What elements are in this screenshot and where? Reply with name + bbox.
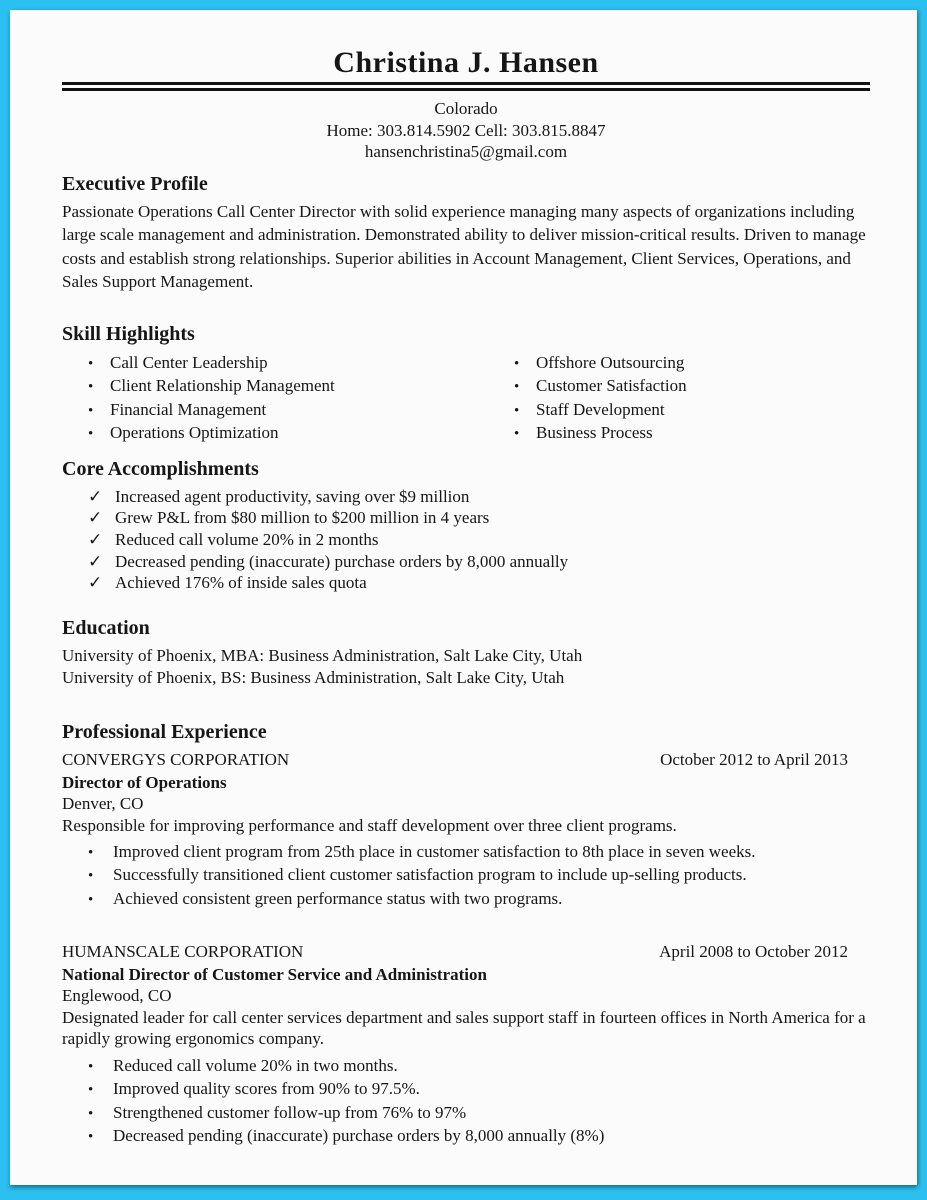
checkmark-icon: ✓ [88, 529, 103, 549]
job-bullet-item [88, 1055, 870, 1078]
skill-label: Call Center Leadership [110, 352, 268, 372]
bullet-icon: • [514, 426, 520, 442]
job-title: Director of Operations [62, 772, 227, 792]
accomplishment-text: Grew P&L from $80 million to $200 million in 4 years [115, 508, 490, 528]
executive-profile-text: Passionate Operations Call Center Director with solid experience managing many aspects of organizations including large scale management and administration. Demonstrated ability to deliver mission-critical results. Driven to manage costs and establish strong relationships. Superior abilities in Account Management, Client Services, Operations, and Sales Support Management. [62, 201, 866, 291]
accomplishment-text: Achieved 176% of inside sales quota [115, 573, 367, 593]
job-bullet-text: Successfully transitioned client customer satisfaction program to include up-selling products. [113, 865, 747, 885]
section-education [62, 616, 870, 688]
accomplishment-text: Increased agent productivity, saving over $9 million [115, 486, 470, 506]
skill-label: Operations Optimization [110, 423, 279, 442]
bullet-icon: • [88, 868, 94, 885]
bullet-icon: • [88, 1105, 94, 1122]
skill-highlights-heading: Skill Highlights [62, 322, 195, 345]
skill-item [514, 399, 687, 423]
skill-label: Customer Satisfaction [536, 376, 687, 395]
skill-label: Business Process [536, 423, 653, 442]
job-bullet-item [88, 1078, 870, 1101]
skill-item [88, 399, 514, 423]
job-bullet-text: Achieved consistent green performance status with two programs. [113, 888, 563, 908]
job-dates: April 2008 to October 2012 [659, 942, 848, 962]
header-double-rule [62, 82, 870, 91]
section-core-accomplishments [62, 457, 870, 595]
job-bullet-item [88, 1102, 870, 1125]
job-bullet-item [88, 1125, 870, 1148]
skill-item [514, 422, 687, 446]
checkmark-icon: ✓ [88, 573, 103, 593]
bullet-icon: • [88, 891, 94, 908]
accomplishment-text: Decreased pending (inaccurate) purchase orders by 8,000 annually [115, 551, 569, 571]
company-name: CONVERGYS CORPORATION [62, 750, 290, 770]
job-bullet-item [88, 841, 870, 864]
job-header-row [62, 941, 870, 963]
email-line: hansenchristina5@gmail.com [364, 142, 568, 161]
bullet-icon: • [88, 1082, 94, 1099]
skill-item [514, 352, 687, 376]
professional-experience-heading: Professional Experience [62, 721, 267, 744]
bullet-icon: • [88, 845, 94, 862]
job-bullet-list [62, 1055, 870, 1149]
job-title: National Director of Customer Service and Administration [62, 964, 487, 984]
job-dates: October 2012 to April 2013 [660, 750, 848, 770]
job-bullet-text: Improved client program from 25th place in customer satisfaction to 8th place in seven weeks. [113, 842, 756, 862]
job-summary: Responsible for improving performance and staff development over three client programs. [62, 815, 677, 835]
resume-header [62, 45, 870, 163]
education-item: University of Phoenix, BS: Business Administration, Salt Lake City, Utah [62, 667, 565, 687]
job-header-row [62, 749, 870, 771]
skill-label: Offshore Outsourcing [536, 352, 685, 372]
skills-columns [62, 352, 870, 446]
job-bullet-text: Decreased pending (inaccurate) purchase orders by 8,000 annually (8%) [113, 1125, 605, 1145]
skill-item [88, 375, 514, 399]
resume-page [10, 10, 917, 1185]
bullet-icon: • [514, 379, 520, 395]
section-executive-profile [62, 172, 870, 294]
executive-profile-heading: Executive Profile [62, 172, 208, 195]
skills-column-right [514, 352, 687, 446]
bullet-icon: • [88, 1058, 94, 1075]
bullet-icon: • [88, 402, 94, 419]
section-professional-experience [62, 720, 870, 1148]
section-skill-highlights [62, 322, 870, 446]
core-accomplishments-heading: Core Accomplishments [62, 457, 259, 480]
accomplishment-item [88, 551, 870, 573]
job-entry-convergys [62, 749, 870, 911]
job-bullet-list [62, 841, 870, 911]
accomplishment-item [88, 486, 870, 508]
job-summary: Designated leader for call center services department and sales support staff in fourteen offices in North America for a rapidly growing ergonomics company. [62, 1007, 866, 1049]
skill-item [88, 352, 514, 376]
job-location: Englewood, CO [62, 986, 172, 1006]
skill-label: Client Relationship Management [110, 376, 335, 395]
education-item: University of Phoenix, MBA: Business Administration, Salt Lake City, Utah [62, 646, 583, 666]
job-bullet-item [88, 888, 870, 911]
bullet-icon: • [88, 379, 94, 395]
job-bullet-text: Improved quality scores from 90% to 97.5%. [113, 1079, 420, 1099]
accomplishment-item [88, 507, 870, 529]
company-name: HUMANSCALE CORPORATION [62, 942, 304, 962]
accomplishment-text: Reduced call volume 20% in 2 months [115, 529, 379, 549]
job-bullet-text: Strengthened customer follow-up from 76% to 97% [113, 1102, 467, 1122]
checkmark-icon: ✓ [88, 551, 103, 571]
phone-line: Home: 303.814.5902 Cell: 303.815.8847 [326, 120, 606, 140]
skill-item [514, 375, 687, 399]
education-heading: Education [62, 617, 150, 640]
job-entry-humanscale [62, 941, 870, 1148]
skill-item [88, 422, 514, 446]
job-bullet-item [88, 864, 870, 887]
checkmark-icon: ✓ [88, 486, 103, 506]
accomplishments-list [62, 486, 870, 595]
bullet-icon: • [88, 426, 94, 442]
skill-label: Financial Management [110, 399, 267, 419]
bullet-icon: • [88, 1128, 94, 1145]
bullet-icon: • [514, 355, 520, 372]
job-location: Denver, CO [62, 794, 144, 814]
skill-label: Staff Development [536, 399, 665, 419]
bullet-icon: • [514, 402, 520, 419]
candidate-name: Christina J. Hansen [333, 46, 599, 79]
job-bullet-text: Reduced call volume 20% in two months. [113, 1055, 398, 1075]
location-line: Colorado [434, 99, 498, 118]
accomplishment-item [88, 572, 870, 594]
skills-column-left [62, 352, 514, 446]
checkmark-icon: ✓ [88, 508, 103, 528]
accomplishment-item [88, 529, 870, 551]
bullet-icon: • [88, 355, 94, 372]
